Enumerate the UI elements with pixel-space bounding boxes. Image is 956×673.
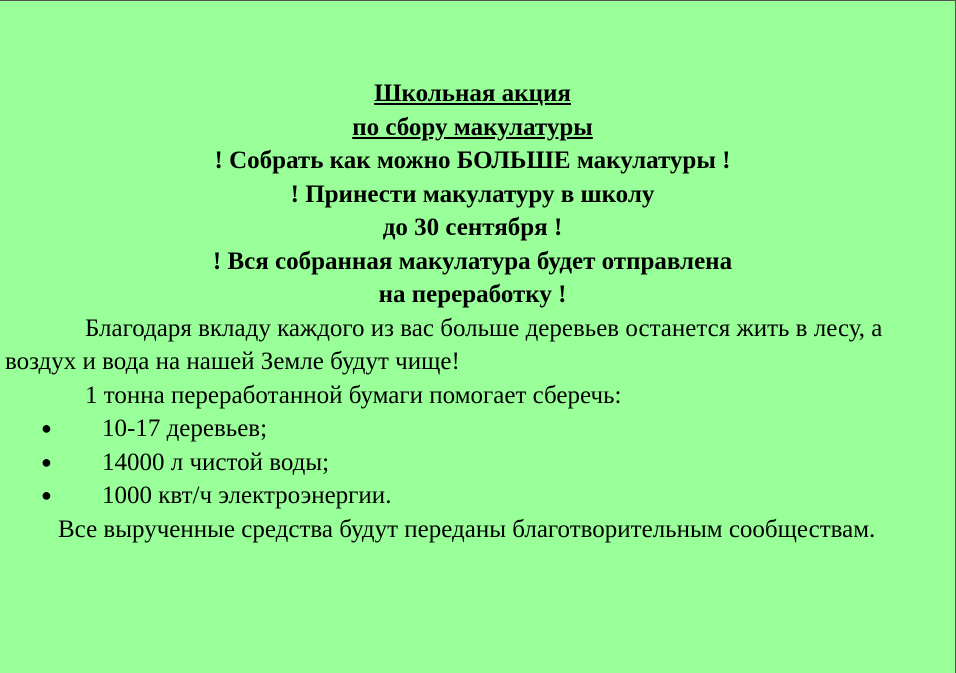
list-item [5, 412, 940, 446]
poster-heading [5, 77, 940, 312]
heading-recycling-line1: ! Вся собранная макулатура будет отправлена [212, 247, 733, 275]
bullet-icon: ● [41, 418, 52, 438]
list-item [5, 479, 940, 513]
heading-call-bring: ! Принести макулатуру в школу [290, 180, 655, 208]
heading-deadline: до 30 сентября ! [382, 214, 563, 241]
heading-call-collect: ! Собрать как можно БОЛЬШЕ макулатуры ! [214, 147, 731, 174]
heading-title-line1: Школьная акция [374, 80, 571, 107]
list-item [5, 446, 940, 480]
savings-list [5, 412, 940, 513]
heading-recycling-line2: на переработку ! [378, 281, 567, 308]
bullet-icon: ● [41, 485, 52, 505]
paragraph-benefit-line2: лесу, а воздух и вода на нашей Земле будут чище! [5, 314, 883, 375]
list-item-text: 14000 л чистой воды; [102, 448, 330, 476]
paragraph-charity [5, 513, 940, 547]
paragraph-benefit-line1: Благодаря вкладу каждого из вас больше деревьев останется жить в [85, 314, 808, 342]
heading-title-line2: по сбору макулатуры [352, 113, 593, 141]
paragraph-savings-intro: 1 тонна переработанной бумаги помогает сберечь: [85, 381, 622, 409]
poster-content [5, 77, 940, 546]
paragraph-charity-line1: Все вырученные средства будут переданы благотворительным [58, 515, 723, 543]
list-item-text: 1000 квт/ч электроэнергии. [102, 482, 392, 509]
paragraph-charity-line2: сообществам. [728, 515, 876, 543]
list-item-text: 10-17 деревьев; [102, 415, 268, 442]
paragraph-benefit [5, 312, 940, 379]
bullet-icon: ● [41, 451, 52, 472]
